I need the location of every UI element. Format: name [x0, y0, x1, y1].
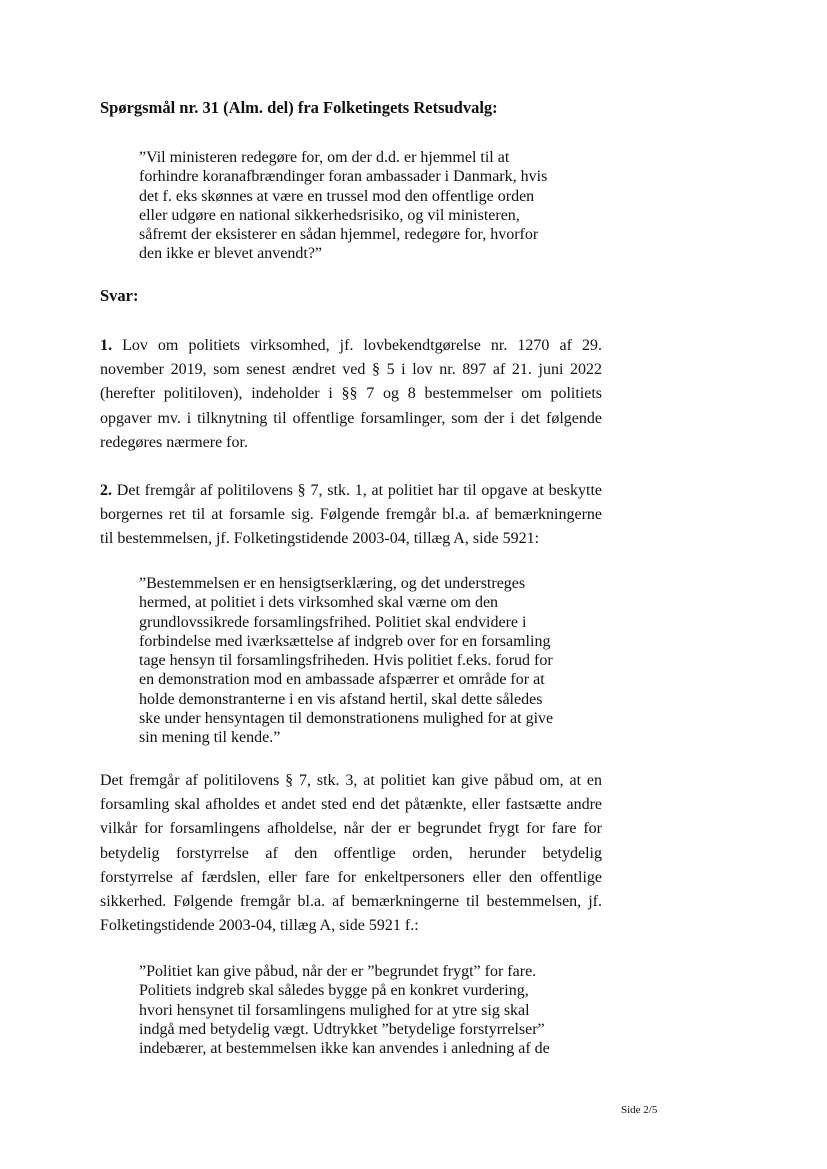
question-quote	[139, 148, 562, 264]
paragraph-line: redegøres nærmere for.	[100, 433, 248, 451]
paragraph-2	[100, 479, 602, 552]
paragraph-3	[100, 769, 602, 938]
paragraph-line: sikkerhed. Følgende fremgår bl.a. af bemærkningerne til bestemmelsen, jf.	[100, 893, 602, 911]
quote-line: det f. eks skønnes at være en trussel mod den offentlige orden	[139, 187, 535, 205]
quote-line: Politiets indgreb skal således bygge på en konkret vurdering,	[139, 982, 529, 1000]
paragraph-line	[100, 334, 602, 358]
quote-line: såfremt der eksisterer en sådan hjemmel, redegøre for, hvorfor	[139, 226, 539, 244]
quote-line: en demonstration mod en ambassade afspærrer et område for at	[139, 671, 545, 689]
paragraph-line: Det fremgår af politilovens § 7, stk. 3, at politiet kan give påbud om, at en	[100, 772, 602, 789]
paragraph-number: 2.	[100, 482, 112, 499]
paragraph-line: til bestemmelsen, jf. Folketingstidende 2003-04, tillæg A, side 5921:	[100, 530, 540, 548]
paragraph-text: Lov om politiets virksomhed, jf. lovbekendtgørelse nr. 1270 af 29.	[112, 337, 602, 354]
quote-line: den ikke er blevet anvendt?”	[139, 245, 323, 263]
quote-line: ske under hensyntagen til demonstrationens mulighed for at give	[139, 710, 554, 728]
quote-line: hermed, at politiet i dets virksomhed skal værne om den	[139, 594, 499, 612]
paragraph-number: 1.	[100, 337, 112, 354]
paragraph-line: (herefter politiloven), indeholder i §§ 7 og 8 bestemmelser om politiets	[100, 385, 602, 403]
paragraph-line: borgernes ret til at forsamle sig. Følgende fremgår bl.a. af bemærkningerne	[100, 506, 602, 524]
paragraph-line: forsamling skal afholdes et andet sted end det påtænkte, eller fastsætte andre	[100, 796, 602, 814]
quote-line: hvori hensynet til forsamlingens mulighed for at ytre sig skal	[139, 1001, 530, 1019]
answer-label: Svar:	[100, 286, 139, 305]
quote-line: ”Bestemmelsen er en hensigtserklæring, og det understreges	[139, 575, 526, 592]
paragraph-line: vilkår for forsamlingens afholdelse, når der er begrundet frygt for fare for	[100, 820, 602, 838]
paragraph-line	[100, 479, 602, 503]
remarks-quote-1	[139, 574, 562, 748]
paragraph-line: opgaver mv. i tilknytning til offentlige forsamlinger, som der i det følgende	[100, 409, 602, 427]
quote-line: ”Politiet kan give påbud, når der er ”begrundet frygt” for fare.	[139, 963, 537, 980]
paragraph-line: november 2019, som senest ændret ved § 5 i lov nr. 897 af 21. juni 2022	[100, 361, 602, 379]
question-heading: Spørgsmål nr. 31 (Alm. del) fra Folketingets Retsudvalg:	[100, 98, 498, 117]
quote-line: ”Vil ministeren redegøre for, om der d.d. er hjemmel til at	[139, 149, 510, 166]
page-number: Side 2/5	[621, 1104, 658, 1116]
quote-line: indgå med betydelig vægt. Udtrykket ”betydelige forstyrrelser”	[139, 1020, 545, 1038]
quote-line: sin mening til kende.”	[139, 729, 281, 747]
quote-line: eller udgøre en national sikkerhedsrisiko, og vil ministeren,	[139, 206, 520, 224]
paragraph-line: betydelig forstyrrelse af den offentlige orden, herunder betydelig	[100, 844, 602, 862]
quote-line: forbindelse med iværksættelse af indgreb over for en forsamling	[139, 632, 551, 650]
quote-line: forhindre koranafbrændinger foran ambassader i Danmark, hvis	[139, 168, 548, 186]
paragraph-line: forstyrrelse af færdslen, eller fare for enkeltpersoners eller den offentlige	[100, 868, 602, 886]
quote-line: tage hensyn til forsamlingsfriheden. Hvis politiet f.eks. forud for	[139, 652, 553, 670]
quote-line: holde demonstranterne i en vis afstand hertil, skal dette således	[139, 690, 543, 708]
paragraph-line: Folketingstidende 2003-04, tillæg A, side 5921 f.:	[100, 917, 419, 935]
paragraph-1	[100, 334, 602, 455]
paragraph-text: Det fremgår af politilovens § 7, stk. 1, at politiet har til opgave at beskytte	[112, 482, 602, 499]
remarks-quote-2	[139, 962, 562, 1058]
quote-line: indebærer, at bestemmelsen ikke kan anvendes i anledning af de	[139, 1040, 550, 1058]
quote-line: grundlovssikrede forsamlingsfrihed. Politiet skal endvidere i	[139, 613, 527, 631]
